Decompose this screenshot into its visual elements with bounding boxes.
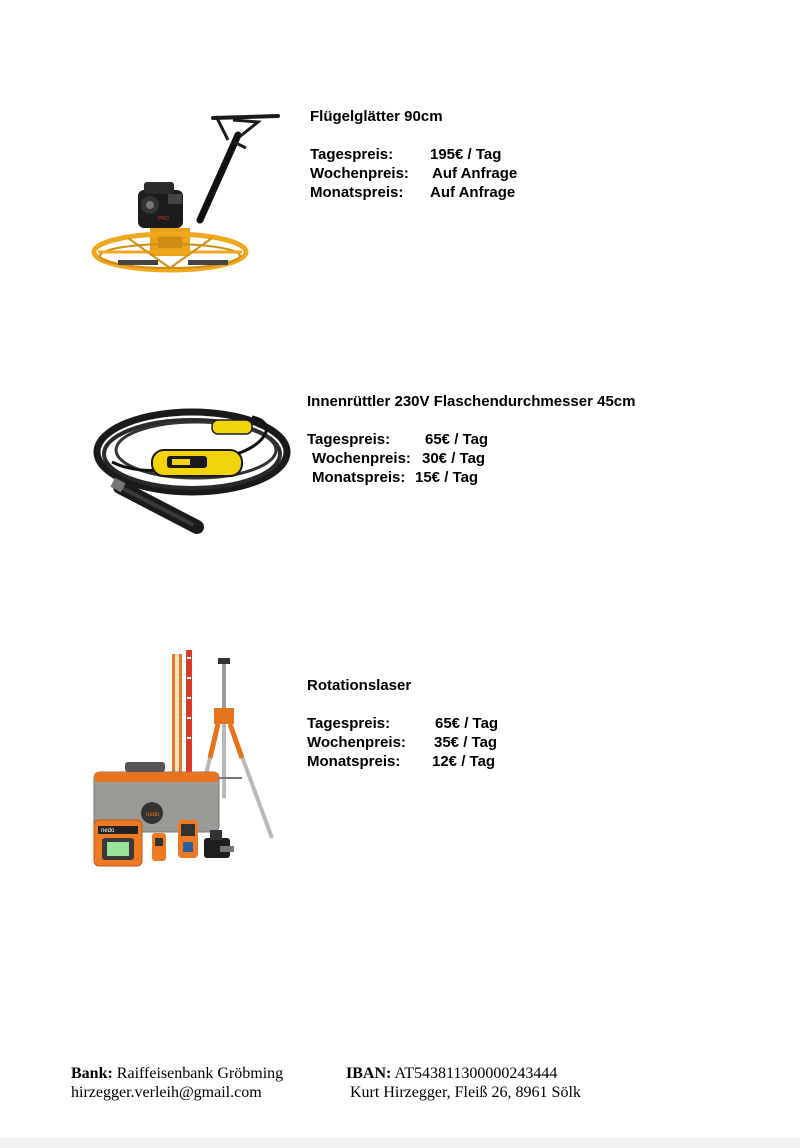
price-label: Wochenpreis: <box>307 734 406 751</box>
product-info <box>307 676 498 771</box>
price-row-month <box>307 468 635 487</box>
product-title: Innenrüttler 230V Flaschendurchmesser 45cm <box>307 393 636 410</box>
price-value: 65€ / Tag <box>425 431 489 448</box>
price-label: Tagespreis: <box>310 146 394 163</box>
power-trowel-icon <box>88 110 293 275</box>
product-title: Rotationslaser <box>307 677 412 694</box>
address-line <box>346 1083 581 1102</box>
price-label: Wochenpreis: <box>310 165 409 182</box>
price-row-day <box>310 145 517 164</box>
concrete-vibrator-icon <box>92 392 304 542</box>
iban-number: AT543811300000243444 <box>394 1065 558 1082</box>
price-value: 30€ / Tag <box>422 450 486 467</box>
price-row-day <box>307 714 498 733</box>
bank-name: Raiffeisenbank Gröbming <box>116 1065 284 1082</box>
svg-text:nedo: nedo <box>146 812 160 818</box>
iban-line <box>346 1064 581 1083</box>
price-row-week <box>310 164 517 183</box>
price-label: Monatspreis: <box>312 469 406 486</box>
rotation-laser-icon <box>80 648 290 876</box>
contact-email: hirzegger.verleih@gmail.com <box>71 1084 262 1101</box>
price-label: Tagespreis: <box>307 431 391 448</box>
svg-text:PRO: PRO <box>158 216 169 222</box>
price-value: Auf Anfrage <box>430 184 516 201</box>
product-info <box>307 392 635 487</box>
page-bottom-strip <box>0 1138 800 1148</box>
bank-label: Bank: <box>71 1065 113 1082</box>
price-label: Wochenpreis: <box>312 450 411 467</box>
price-label: Tagespreis: <box>307 715 391 732</box>
email-line <box>71 1083 283 1102</box>
price-value: 12€ / Tag <box>432 753 496 770</box>
price-value: Auf Anfrage <box>432 165 518 182</box>
product-title: Flügelglätter 90cm <box>310 108 443 125</box>
price-label: Monatspreis: <box>310 184 404 201</box>
price-row-week <box>307 449 635 468</box>
price-row-day <box>307 430 635 449</box>
price-row-week <box>307 733 498 752</box>
price-row-month <box>307 752 498 771</box>
price-value: 195€ / Tag <box>430 146 502 163</box>
postal-address: Kurt Hirzegger, Fleiß 26, 8961 Sölk <box>350 1084 581 1101</box>
price-value: 15€ / Tag <box>415 469 479 486</box>
footer-bank-contact <box>71 1064 283 1102</box>
price-value: 35€ / Tag <box>434 734 498 751</box>
iban-label: IBAN: <box>346 1065 392 1082</box>
price-row-month <box>310 183 517 202</box>
footer-iban-address <box>346 1064 581 1102</box>
bank-line <box>71 1064 283 1083</box>
product-info <box>310 107 517 202</box>
price-label: Monatspreis: <box>307 753 401 770</box>
brand-logo: nedo <box>101 828 115 834</box>
price-value: 65€ / Tag <box>435 715 499 732</box>
